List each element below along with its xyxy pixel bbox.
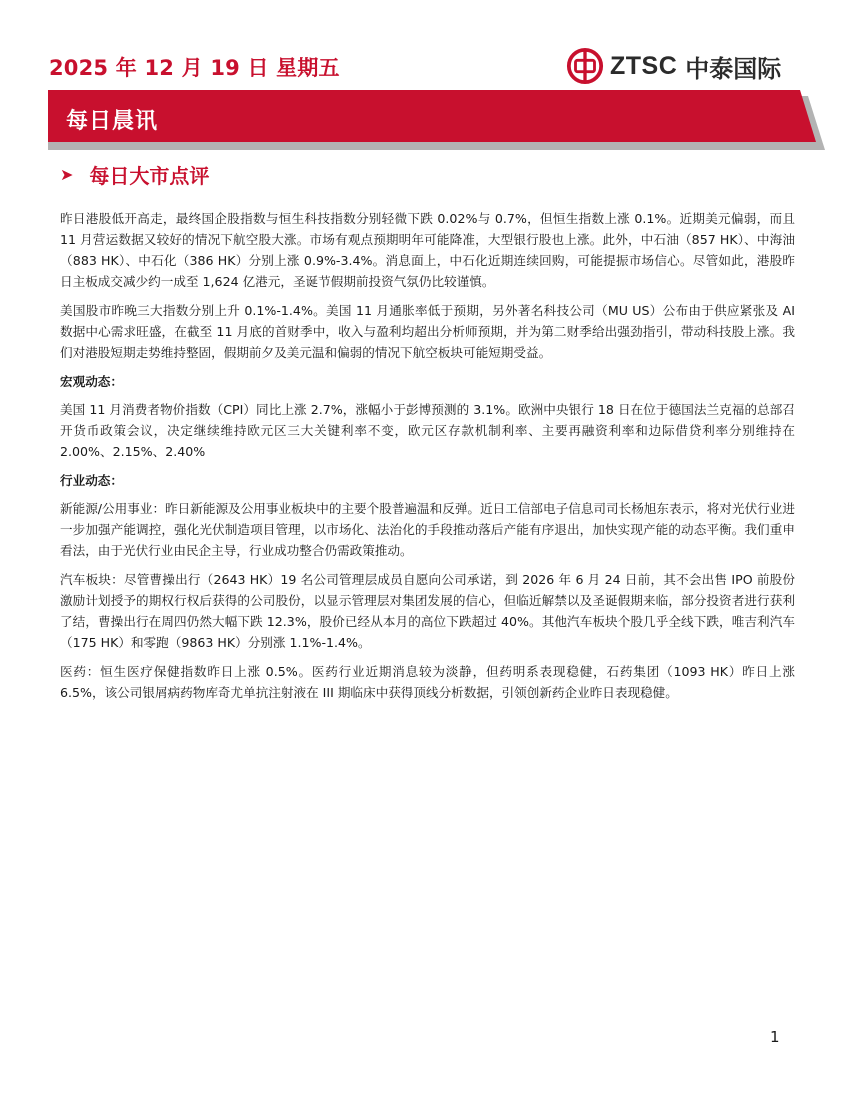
section-title: 每日大市点评 [89,164,210,188]
paragraph-macro: 美国 11 月消费者物价指数（CPI）同比上涨 2.7%，涨幅小于彭博预测的 3.1%。欧洲中央银行 18 日在位于德国法兰克福的总部召开货币政策会议，决定继续维持欧元区三大关键利率不变，欧元区存款机制利率、主要再融资利率和边际借贷利率分别维持在 2.00%、2.15%、2.40% [60,402,795,459]
logo-text-en: ZTSC [610,51,678,80]
ztsc-logo-icon [566,47,604,85]
banner-shape [48,90,825,150]
macro-heading: 宏观动态： [60,374,123,389]
article-body [60,208,795,711]
paragraph-new-energy: 新能源/公用事业：昨日新能源及公用事业板块中的主要个股普遍温和反弹。近日工信部电子信息司司长杨旭东表示，将对光伏行业进一步加强产能调控，强化光伏制造项目管理，以市场化、法治化的手段推动落后产能有序退出，加快实现产能的动态平衡。我们重申看法，由于光伏行业由民企主导，行业成功整合仍需政策推动。 [60,501,795,558]
section-banner [48,90,825,150]
section-heading [60,160,209,189]
page-number: 1 [770,1028,780,1046]
paragraph-market-hk: 昨日港股低开高走，最终国企股指数与恒生科技指数分别轻微下跌 0.02%与 0.7%，但恒生指数上涨 0.1%。近期美元偏弱，而且 11 月营运数据又较好的情况下航空股大涨。市场有观点预期明年可能降准，大型银行股也上涨。此外，中石油（857 HK）、中海油（883 HK）、中石化（386 HK）分别上涨 0.9%-3.4%。消息面上，中石化近期连续回购，可能提振市场信心。尽管如此，港股昨日主板成交减少约一成至 1,624 亿港元，圣诞节假期前投资气氛仍比较谨慎。 [60,211,795,289]
industry-heading: 行业动态： [60,473,123,488]
paragraph-pharma: 医药：恒生医疗保健指数昨日上涨 0.5%。医药行业近期消息较为淡静，但药明系表现稳健，石药集团（1093 HK）昨日上涨 6.5%，该公司银屑病药物库奇尤单抗注射液在 III 期临床中获得顶线分析数据，引领创新药企业昨日表现稳健。 [60,664,795,700]
report-date: 2025 年 12 月 19 日 星期五 [49,56,340,80]
logo-text-cn: 中泰国际 [685,54,782,83]
arrow-bullet-icon: ➤ [60,165,74,184]
paragraph-market-us: 美国股市昨晚三大指数分别上升 0.1%-1.4%。美国 11 月通胀率低于预期，另外著名科技公司（MU US）公布由于供应紧张及 AI 数据中心需求旺盛，在截至 11 月底的首财季中，收入与盈利均超出分析师预期，并为第二财季给出强劲指引，带动科技股上涨。我们对港股短期走势维持整固，假期前夕及美元温和偏弱的情况下航空板块可能短期受益。 [60,303,795,360]
company-logo [566,46,781,86]
paragraph-auto: 汽车板块：尽管曹操出行（2643 HK）19 名公司管理层成员自愿向公司承诺，到 2026 年 6 月 24 日前，其不会出售 IPO 前股份激励计划授予的期权行权后获得的公司股份，以显示管理层对集团发展的信心，但临近解禁以及圣诞假期来临，部分投资者进行获利了结，曹操出行在周四仍然大幅下跌 12.3%，股价已经从本月的高位下跌超过 40%。其他汽车板块个股几乎全线下跌，唯吉利汽车（175 HK）和零跑（9863 HK）分别涨 1.1%-1.4%。 [60,572,795,650]
banner-title: 每日晨讯 [66,109,159,134]
